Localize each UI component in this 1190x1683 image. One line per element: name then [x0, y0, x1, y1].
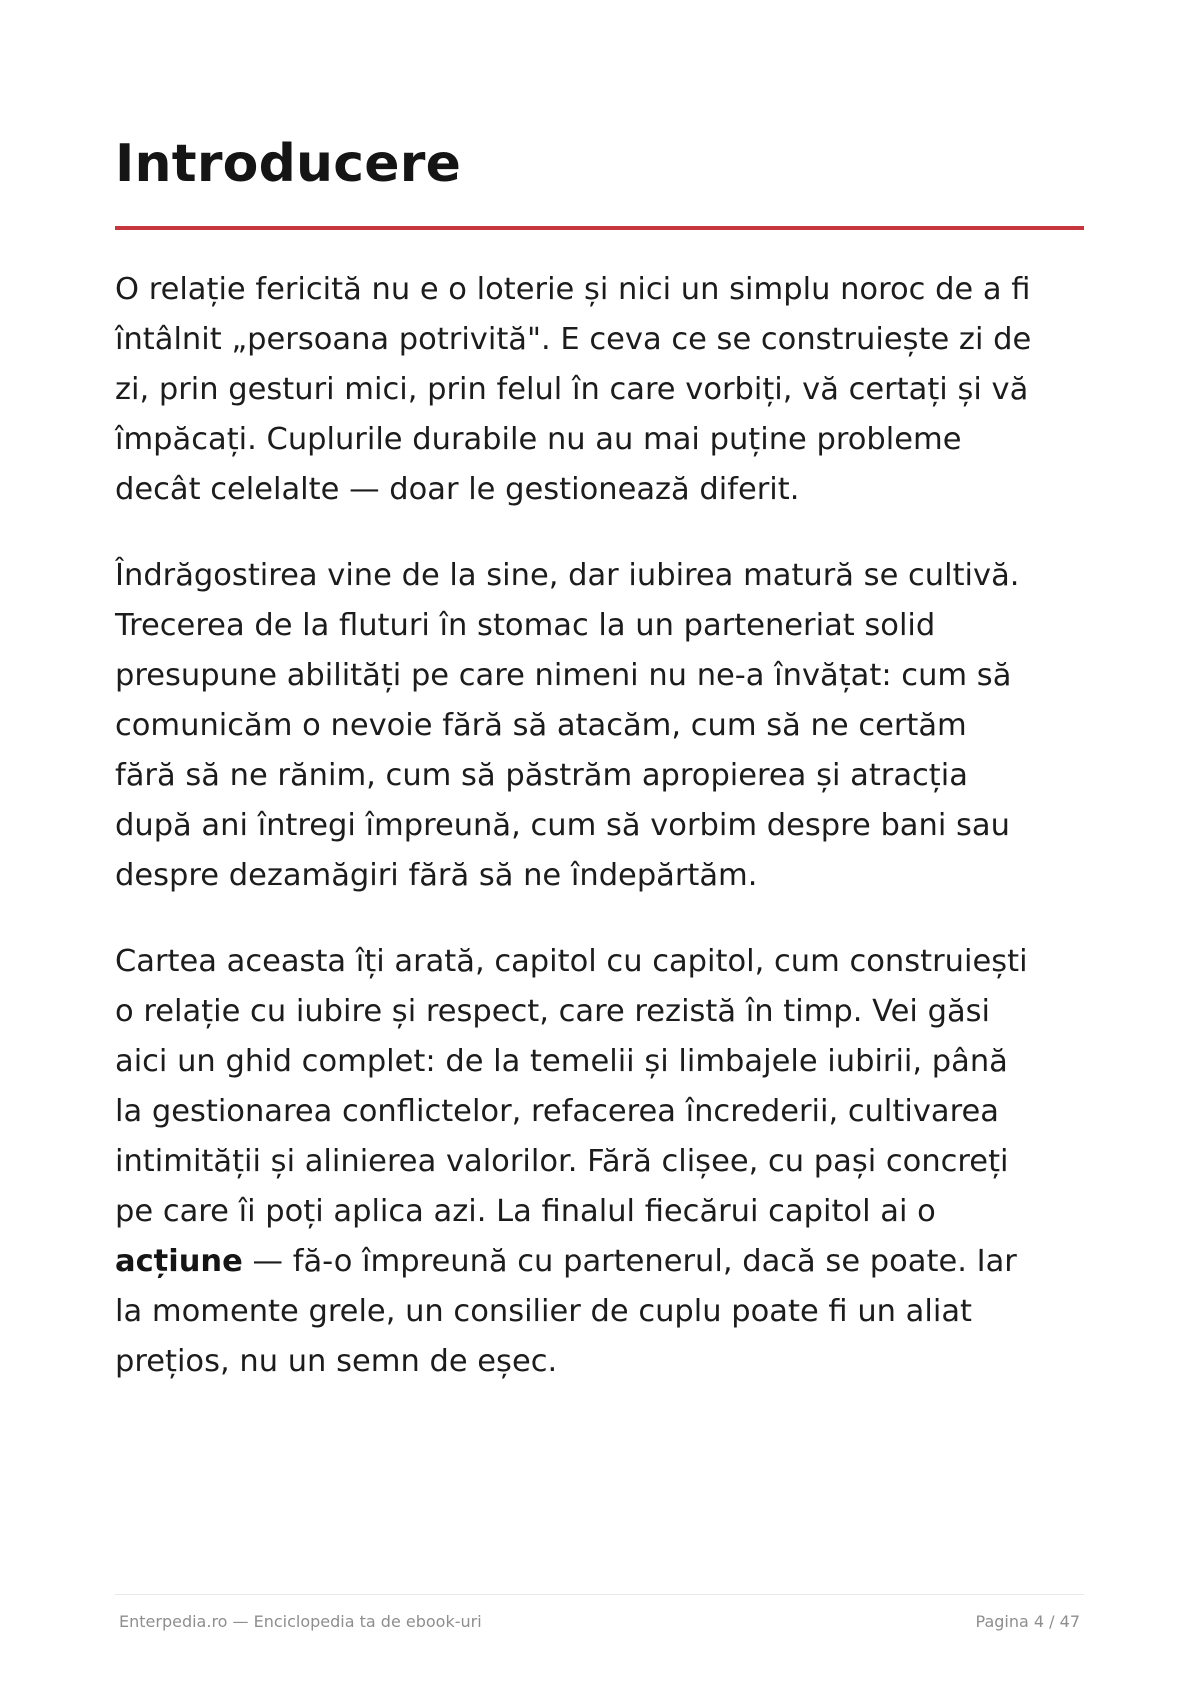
text-line-with-bold — [115, 1237, 1084, 1287]
paragraph-1 — [115, 265, 1084, 515]
body-text — [115, 265, 1084, 1423]
text-line: presupune abilități pe care nimeni nu ne-a învățat: cum să — [115, 658, 1012, 693]
text-line: Îndrăgostirea vine de la sine, dar iubirea matură se cultivă. — [115, 558, 1020, 593]
footer-divider — [115, 1594, 1084, 1595]
paragraph-3 — [115, 937, 1084, 1387]
text-line: după ani întregi împreună, cum să vorbim despre bani sau — [115, 808, 1010, 843]
text-line: pe care îi poți aplica azi. La finalul fiecărui capitol ai o — [115, 1194, 936, 1229]
text-line: împăcați. Cuplurile durabile nu au mai puține probleme — [115, 422, 962, 457]
paragraph-2 — [115, 551, 1084, 901]
text-line: decât celelalte — doar le gestionează diferit. — [115, 472, 800, 507]
page-title: Introducere — [115, 134, 462, 194]
title-divider — [115, 226, 1084, 230]
text-line: prețios, nu un semn de eșec. — [115, 1344, 558, 1379]
text-line: O relație fericită nu e o loterie și nici un simplu noroc de a fi — [115, 272, 1031, 307]
text-line: fără să ne rănim, cum să păstrăm apropierea și atracția — [115, 758, 968, 793]
text-line: intimității și alinierea valorilor. Fără clișee, cu pași concreți — [115, 1144, 1009, 1179]
text-line: zi, prin gesturi mici, prin felul în care vorbiți, vă certați și vă — [115, 372, 1029, 407]
footer-page-number: Pagina 4 / 47 — [975, 1612, 1080, 1631]
text-line: Cartea aceasta îți arată, capitol cu capitol, cum construiești — [115, 944, 1028, 979]
bold-keyword: acțiune — [115, 1244, 243, 1279]
text-line: o relație cu iubire și respect, care rezistă în timp. Vei găsi — [115, 994, 991, 1029]
text-line: la gestionarea conflictelor, refacerea încrederii, cultivarea — [115, 1094, 999, 1129]
text-line: despre dezamăgiri fără să ne îndepărtăm. — [115, 858, 758, 893]
document-page — [115, 0, 1084, 1683]
text-line: la momente grele, un consilier de cuplu poate fi un aliat — [115, 1294, 972, 1329]
footer-site-label: Enterpedia.ro — Enciclopedia ta de ebook-uri — [119, 1612, 482, 1631]
text-line: comunicăm o nevoie fără să atacăm, cum să ne certăm — [115, 708, 967, 743]
text-line-rest: — fă-o împreună cu partenerul, dacă se poate. Iar — [242, 1244, 1017, 1279]
text-line: Trecerea de la fluturi în stomac la un parteneriat solid — [115, 608, 936, 643]
text-line: întâlnit „persoana potrivită". E ceva ce se construiește zi de — [115, 322, 1032, 357]
text-line: aici un ghid complet: de la temelii și limbajele iubirii, până — [115, 1044, 1008, 1079]
